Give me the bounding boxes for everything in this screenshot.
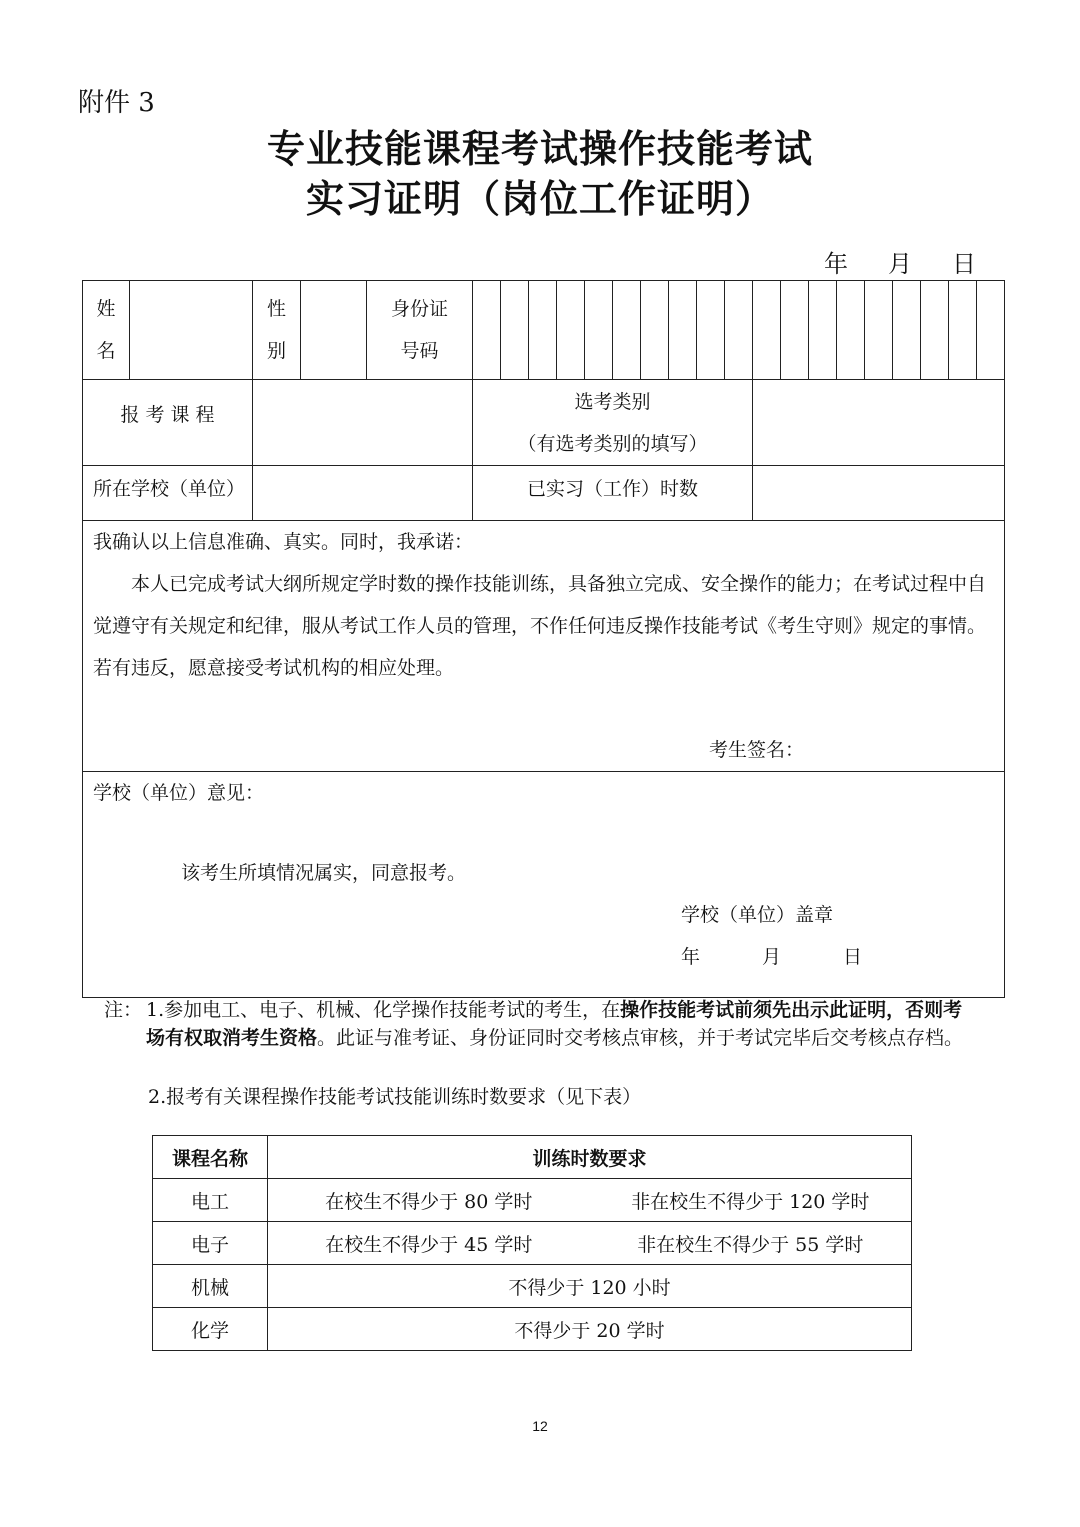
id-digit[interactable]: [725, 281, 753, 380]
course-field[interactable]: [253, 380, 473, 466]
category-label: 选考类别 （有选考类别的填写）: [473, 380, 753, 466]
gender-field[interactable]: [301, 281, 367, 380]
id-digit[interactable]: [921, 281, 949, 380]
date-month: 月: [888, 250, 912, 278]
signature-label: 考生签名：: [708, 739, 804, 761]
id-digit[interactable]: [501, 281, 529, 380]
certificate-form: [82, 280, 1005, 998]
title-line-2: 实习证明（岗位工作证明）: [305, 176, 774, 221]
id-digit[interactable]: [809, 281, 837, 380]
hours-label: 已实习（工作）时数: [473, 466, 753, 521]
id-digit[interactable]: [893, 281, 921, 380]
statement-cell: [83, 521, 1005, 772]
table-row: 机械 不得少于 120 小时: [153, 1265, 912, 1308]
table-row: 电子 在校生不得少于 45 学时 非在校生不得少于 55 学时: [153, 1222, 912, 1265]
note-2: 2.报考有关课程操作技能考试技能训练时数要求（见下表）: [148, 1086, 642, 1108]
opinion-cell: [83, 772, 1005, 998]
gender-label: 性 别: [253, 281, 301, 380]
opinion-label: 学校（单位）意见：: [93, 782, 265, 804]
note-1-emphasis: 操作技能考试前须先出示此证明，否则考场有权取消考生资格: [146, 999, 963, 1049]
date-year: 年: [824, 250, 848, 278]
seal-label: 学校（单位）盖章: [681, 904, 834, 926]
name-label: 姓 名: [83, 281, 130, 380]
id-digit[interactable]: [473, 281, 501, 380]
notes: [104, 996, 974, 1052]
category-field[interactable]: [753, 380, 1005, 466]
opinion-text: 该考生所填情况属实，同意报考。: [181, 862, 467, 884]
statement-intro: 我确认以上信息准确、真实。同时，我承诺：: [93, 531, 474, 553]
id-digit[interactable]: [613, 281, 641, 380]
id-digit[interactable]: [697, 281, 725, 380]
page-number: 12: [532, 1418, 548, 1434]
id-digit[interactable]: [529, 281, 557, 380]
title-line-1: 专业技能课程考试操作技能考试: [266, 126, 813, 171]
id-digit[interactable]: [753, 281, 781, 380]
id-digit[interactable]: [865, 281, 893, 380]
requirements-table: [152, 1135, 912, 1351]
course-label: 报 考 课 程: [83, 380, 253, 466]
id-digit[interactable]: [837, 281, 865, 380]
date-day: 日: [952, 250, 976, 278]
name-field[interactable]: [130, 281, 253, 380]
notes-prefix: 注：: [104, 999, 143, 1021]
id-digit[interactable]: [641, 281, 669, 380]
header-course: 课程名称: [153, 1136, 268, 1179]
table-row: 电工 在校生不得少于 80 学时 非在校生不得少于 120 学时: [153, 1179, 912, 1222]
header-hours: 训练时数要求: [268, 1136, 912, 1179]
id-digit[interactable]: [669, 281, 697, 380]
id-digit[interactable]: [977, 281, 1005, 380]
id-digit[interactable]: [949, 281, 977, 380]
table-row: 化学 不得少于 20 学时: [153, 1308, 912, 1351]
school-field[interactable]: [253, 466, 473, 521]
note-1: 1.参加电工、电子、机械、化学操作技能考试的考生，在操作技能考试前须先出示此证明，否则考场有权取消考生资格。此证与准考证、身份证同时交考核点审核，并于考试完毕后交考核点存档。: [146, 999, 964, 1049]
id-digit[interactable]: [557, 281, 585, 380]
seal-date: 年 月 日: [681, 946, 863, 968]
statement-body: 本人已完成考试大纲所规定学时数的操作技能训练，具备独立完成、安全操作的能力；在考试过程中自觉遵守有关规定和纪律，服从考试工作人员的管理，不作任何违反操作技能考试《考生守则》规定的事情。若有违反，愿意接受考试机构的相应处理。: [93, 573, 987, 679]
school-label: 所在学校（单位）: [83, 466, 253, 521]
date-top: [784, 244, 976, 279]
hours-field[interactable]: [753, 466, 1005, 521]
id-digit[interactable]: [781, 281, 809, 380]
id-label: 身份证 号码: [367, 281, 473, 380]
attachment-label: 附件 3: [78, 88, 155, 118]
id-digit[interactable]: [585, 281, 613, 380]
